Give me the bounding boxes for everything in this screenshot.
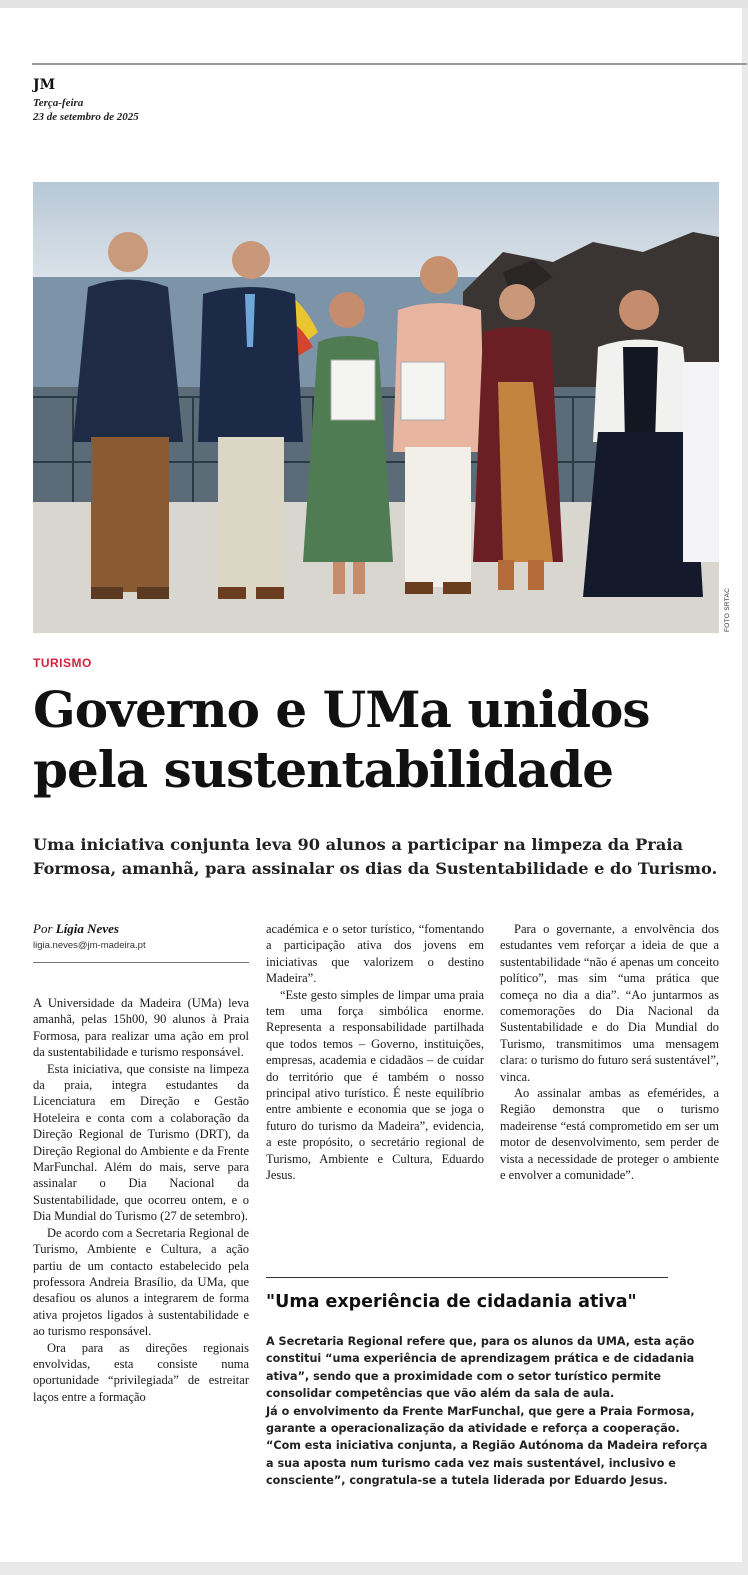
weekday: Terça-feira [33, 97, 84, 109]
column-2 [266, 921, 484, 1184]
headline-line-1: Governo e UMa unidos [33, 680, 650, 739]
date-block [33, 96, 139, 124]
headline-line-2: pela sustentabilidade [33, 740, 614, 799]
byline-rule [33, 962, 249, 963]
byline [33, 921, 119, 937]
column-3 [500, 921, 719, 1184]
date: 23 de setembro de 2025 [33, 111, 139, 123]
box-title: "Uma experiência de cidadania ativa" [266, 1292, 637, 1312]
standfirst-line-1: Uma iniciativa conjunta leva 90 alunos a participar na limpeza da Praia [33, 835, 683, 854]
paragraph: Para o governante, a envolvência dos estudantes vem reforçar a ideia de que a sustentabilidade “não é apenas um conceito político”, mas sim “uma prática que começa no dia a dia”. “Ao juntarmos as comemorações do Dia Nacional da Sustentabilidade e do Dia Mundial do Turismo, transmitimos uma mensagem clara: o turismo do futuro será sustentável”, vinca. [500, 922, 719, 1084]
bottom-border [0, 1562, 748, 1575]
author-name: Lígia Neves [55, 921, 119, 936]
article-photo [33, 182, 719, 633]
box-paragraph: “Com esta iniciativa conjunta, a Região Autónoma da Madeira reforça a sua aposta num turismo cada vez mais sustentável, inclusivo e consciente”, congratula-se a tutela liderada por Eduardo Jesus. [266, 1439, 708, 1488]
box-paragraph: Já o envolvimento da Frente MarFunchal, que gere a Praia Formosa, garante a operacionalização da atividade e reforça a cooperação. [266, 1404, 695, 1436]
author-email[interactable]: ligia.neves@jm-madeira.pt [33, 940, 146, 951]
paragraph: académica e o setor turístico, “fomentando a participação ativa dos jovens em iniciativas que valorizem o destino Madeira”. [266, 922, 484, 986]
masthead: JM [33, 77, 56, 93]
box-body [266, 1333, 718, 1490]
box-paragraph: A Secretaria Regional refere que, para os alunos da UMA, esta ação constitui “uma experiência de aprendizagem prática e de cidadania ativa”, sendo que a proximidade com o setor turístico permite consolidar competências que vão além da sala de aula. [266, 1335, 695, 1401]
section-label: TURISMO [33, 656, 92, 670]
paragraph: Ora para as direções regionais envolvidas, esta consiste numa oportunidade “privilegiada” de estreitar laços entre a formação [33, 1340, 249, 1404]
byline-prefix: Por [33, 921, 53, 936]
paragraph: Esta iniciativa, que consiste na limpeza da praia, integra estudantes da Licenciatura em Direção e Gestão Hoteleira e conta com a colaboração da Direção Regional de Turismo (DRT), da Direção Regional do Ambiente e da Frente MarFunchal. Além do mais, serve para assinalar o Dia Nacional da Sustentabilidade, que ocorreu ontem, e o Dia Mundial do Turismo (27 de setembro). [33, 1061, 249, 1224]
standfirst [33, 833, 723, 881]
standfirst-line-2: Formosa, amanhã, para assinalar os dias da Sustentabilidade e do Turismo. [33, 859, 718, 878]
top-border [0, 0, 748, 8]
paragraph: Ao assinalar ambas as efemérides, a Região demonstra que o turismo madeirense “está comprometido em ser um motor de desenvolvimento, sem perder de vista a necessidade de proteger o ambiente e envolver a comunidade”. [500, 1086, 719, 1183]
header-rule [32, 63, 747, 65]
group-photo-illustration [33, 182, 719, 633]
paragraph: “Este gesto simples de limpar uma praia tem uma força simbólica enorme. Representa a responsabilidade partilhada que todos temos – Governo, instituições, empresas, academia e cidadãos – de cuidar do território que é também o nosso principal ativo turístico. É neste equilíbrio entre ambiente e economia que se joga o futuro do turismo da Madeira”, evidencia, a este propósito, o secretário regional de Turismo, Ambiente e Cultura, Eduardo Jesus. [266, 987, 484, 1183]
paragraph: A Universidade da Madeira (UMa) leva amanhã, pelas 15h00, 90 alunos à Praia Formosa, para realizar uma ação em prol da sustentabilidade e turismo responsável. [33, 996, 249, 1060]
photo-credit: FOTO SRTAC [724, 587, 731, 632]
box-rule [266, 1277, 668, 1278]
column-1 [33, 995, 249, 1405]
headline [33, 680, 723, 800]
paragraph: De acordo com a Secretaria Regional de Turismo, Ambiente e Cultura, a ação partiu de um contacto estabelecido pela professora Andreia Brasílio, da UMa, que desafiou os alunos a integrarem de forma ativa projetos ligados à sustentabilidade e ao turismo responsável. [33, 1225, 249, 1339]
